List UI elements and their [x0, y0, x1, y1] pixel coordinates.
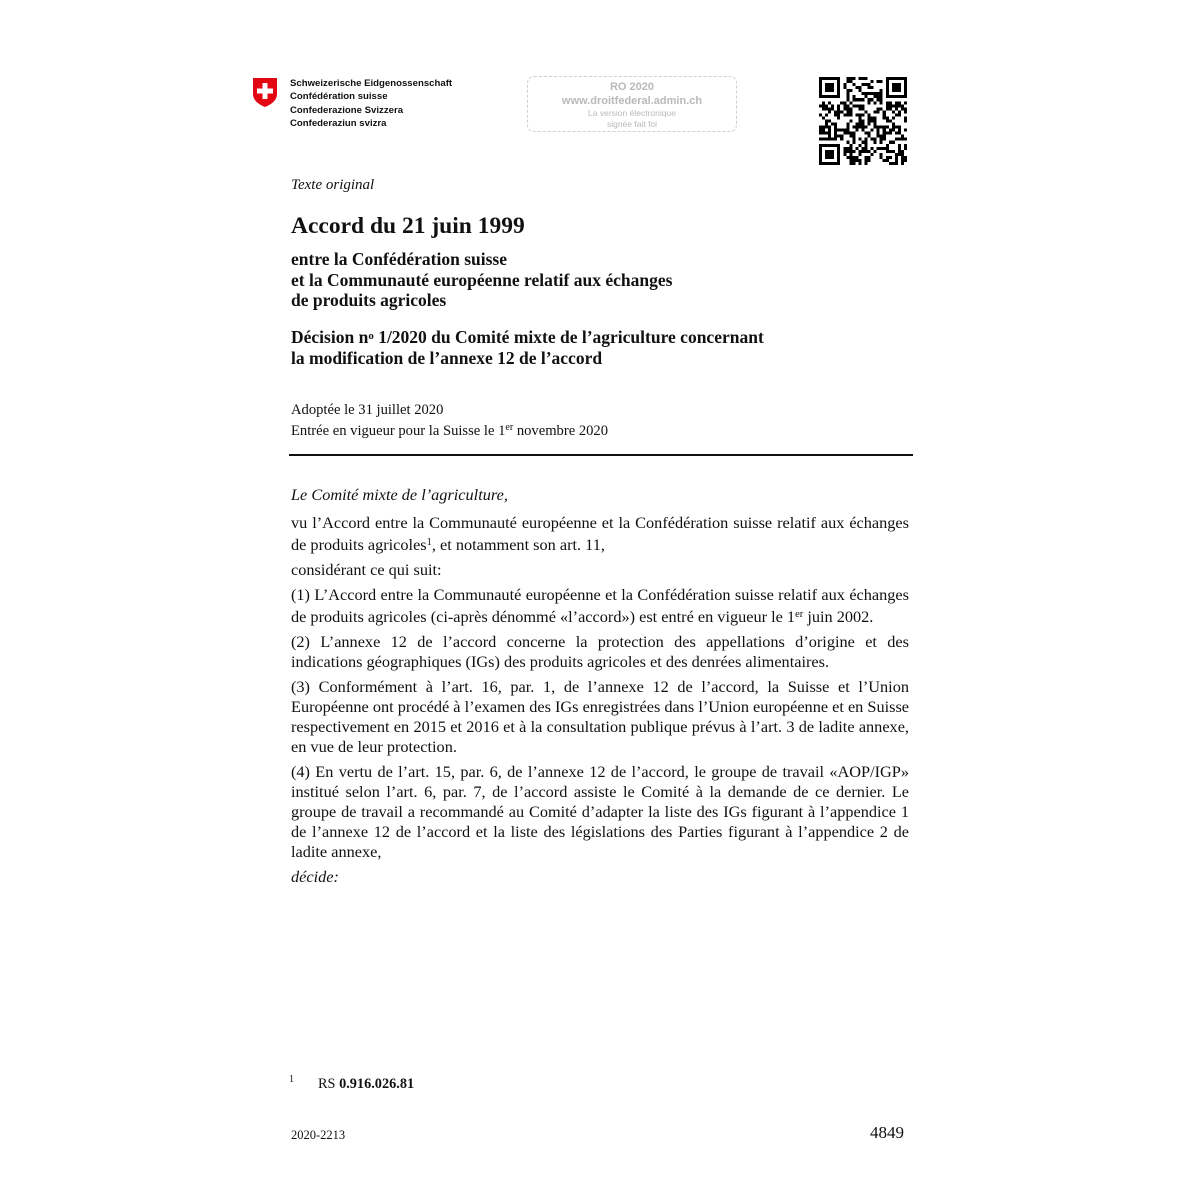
- considerant-line: considérant ce qui suit:: [291, 560, 442, 579]
- subtitle-line: de produits agricoles: [291, 290, 447, 310]
- federal-logo: [252, 77, 452, 131]
- committee-line: Le Comité mixte de l’agriculture,: [291, 485, 508, 504]
- footnote-number: 1: [289, 1074, 294, 1085]
- adoption-info: [291, 402, 608, 440]
- confederation-name-it: Confederazione Svizzera: [290, 104, 404, 116]
- preamble: [291, 485, 909, 892]
- separator-rule: [289, 454, 913, 456]
- decision-title-part: Décision n: [291, 327, 369, 347]
- footnote: [289, 1074, 414, 1093]
- adopted-date: Adoptée le 31 juillet 2020: [291, 402, 444, 418]
- qr-code-icon: [819, 77, 907, 165]
- recital-1: [291, 585, 909, 627]
- footnote-reference[interactable]: 1: [426, 537, 432, 548]
- decision-title-line: [291, 326, 911, 348]
- vu-text: , et notamment son art. 11,: [431, 535, 605, 554]
- recital-sup: er: [795, 609, 804, 620]
- recital-text: juin 2002.: [803, 607, 874, 626]
- entry-text: novembre 2020: [513, 423, 609, 439]
- stamp-collection: RO 2020: [609, 81, 655, 93]
- entry-into-force: [291, 419, 608, 440]
- decision-title-part: 1/2020 du Comité mixte de l’agriculture concernant: [373, 327, 764, 347]
- vu-paragraph: [291, 513, 909, 555]
- decide-line: décide:: [291, 867, 339, 886]
- document-subtitle: [291, 249, 911, 311]
- footnote-prefix: RS: [318, 1076, 340, 1092]
- page-number: 4849: [870, 1123, 904, 1142]
- recital-3: (3) Conformément à l’art. 16, par. 1, de l’annexe 12 de l’accord, la Suisse et l’Union Européenne ont procédé à l’examen des IGs enregistrées dans l’Union européenne et en Suisse respectivement en 2015 et 2016 et à la consultation publique prévus à l’art. 3 de ladite annexe, en vue de leur protection.: [291, 677, 910, 756]
- confederation-name-de: Schweizerische Eidgenossenschaft: [290, 78, 453, 89]
- subtitle-line: et la Communauté européenne relatif aux échanges: [291, 269, 673, 290]
- footnote-ref-link[interactable]: 0.916.026.81: [339, 1076, 415, 1092]
- recital-text: (1) L’Accord entre la Communauté européenne et la Confédération suisse relatif aux échanges de produits agricoles (ci-après dénommé «l’accord») est entré en vigueur le 1: [291, 585, 909, 626]
- original-text-label: Texte original: [291, 177, 375, 193]
- decision-title: [291, 326, 911, 368]
- document-title: Accord du 21 juin 1999: [291, 213, 525, 239]
- stamp-note-1: La version électronique: [588, 108, 676, 118]
- decision-title-line: la modification de l’annexe 12 de l’accord: [291, 347, 603, 368]
- electronic-version-stamp: [527, 76, 737, 132]
- stamp-website-link[interactable]: www.droitfederal.admin.ch: [561, 95, 703, 107]
- recital-2: (2) L’annexe 12 de l’accord concerne la protection des appellations d’origine et des indications géographiques (IGs) des produits agricoles et des denrées alimentaires.: [291, 632, 909, 671]
- confederation-names: [290, 77, 452, 131]
- vu-text: vu l’Accord entre la Communauté européenne et la Confédération suisse relatif aux échanges de produits agricoles: [291, 513, 909, 554]
- entry-text: Entrée en vigueur pour la Suisse le 1: [291, 423, 506, 439]
- confederation-name-rm: Confederaziun svizra: [290, 118, 387, 130]
- entry-sup: er: [505, 422, 514, 433]
- recital-4: (4) En vertu de l’art. 15, par. 6, de l’annexe 12 de l’accord, le groupe de travail «AOP/IGP» institué selon l’art. 6, par. 7, de l’accord assiste le Comité à la demande de ce dernier. Le groupe de travail a recommandé au Comité d’adapter la liste des IGs figurant à l’appendice 1 de l’annexe 12 de l’accord et la liste des législations des Parties figurant à l’appendice 2 de ladite annexe,: [291, 762, 909, 861]
- decision-number-sup: o: [368, 330, 374, 342]
- stamp-note-2: signée fait foi: [606, 119, 658, 129]
- document-number: 2020-2213: [291, 1128, 346, 1142]
- confederation-name-fr: Confédération suisse: [290, 91, 388, 103]
- subtitle-line: entre la Confédération suisse: [291, 249, 507, 269]
- swiss-cross-icon: [252, 77, 278, 108]
